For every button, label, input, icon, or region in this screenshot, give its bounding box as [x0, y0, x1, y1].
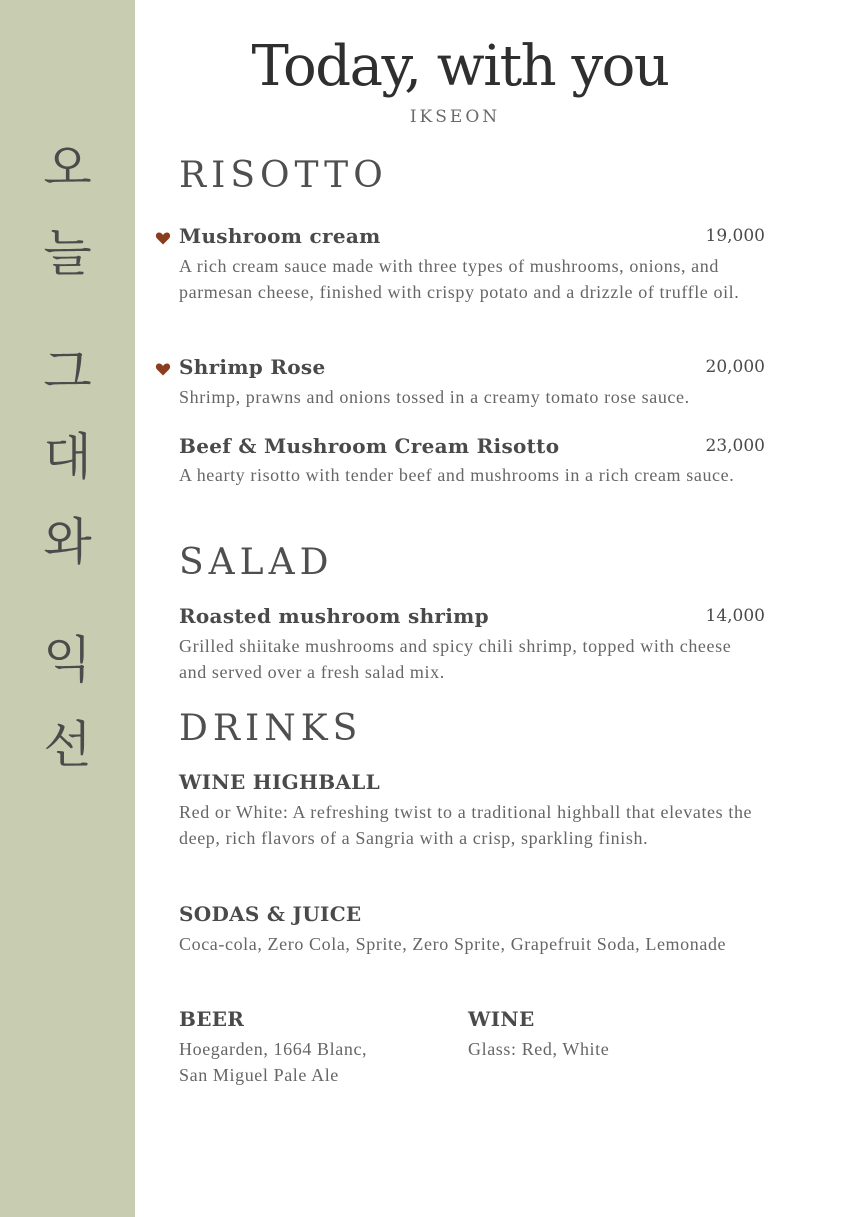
menu-item-name: Shrimp Rose: [179, 355, 326, 379]
drink-category-description: Hoegarden, 1664 Blanc,: [179, 1039, 368, 1059]
drink-category-description: San Miguel Pale Ale: [179, 1065, 339, 1085]
menu-item-name: Mushroom cream: [179, 224, 381, 248]
heart-icon: [155, 361, 171, 377]
sidebar-char: 늘: [43, 224, 92, 282]
menu-item-description: Grilled shiitake mushrooms and spicy chili shrimp, topped with cheese and served over a fresh salad mix.: [179, 636, 732, 682]
menu-item-price: 23,000: [705, 436, 765, 456]
page-subtitle: IKSEON: [409, 107, 501, 127]
menu-item-description: A rich cream sauce made with three types of mushrooms, onions, and parmesan cheese, finished with crispy potato and a drizzle of truffle oil.: [179, 256, 740, 302]
sidebar-char: 익: [43, 631, 92, 689]
section-title-risotto: RISOTTO: [179, 155, 388, 196]
menu-item-name: Beef & Mushroom Cream Risotto: [179, 434, 560, 458]
menu-item-description: A hearty risotto with tender beef and mushrooms in a rich cream sauce.: [179, 465, 735, 485]
sidebar-char: 그: [43, 343, 92, 401]
drink-category-name: BEER: [179, 1007, 245, 1031]
section-title-salad: SALAD: [179, 542, 334, 583]
menu-item-name: Roasted mushroom shrimp: [179, 604, 489, 628]
menu-item-price: 19,000: [705, 226, 765, 246]
drink-category-name: WINE: [468, 1007, 535, 1031]
section-title-drinks: DRINKS: [179, 708, 363, 749]
sidebar-char: 대: [43, 428, 92, 486]
sidebar: [0, 0, 135, 1217]
drink-category-description: Glass: Red, White: [468, 1039, 610, 1059]
drink-category-description: Coca-cola, Zero Cola, Sprite, Zero Sprite, Grapefruit Soda, Lemonade: [179, 934, 727, 954]
page-title: Today, with you: [251, 34, 669, 99]
sidebar-char: 오: [43, 139, 92, 197]
menu-item-description: Shrimp, prawns and onions tossed in a creamy tomato rose sauce.: [179, 387, 690, 407]
sidebar-char: 선: [43, 716, 92, 774]
sidebar-char: 와: [43, 513, 92, 571]
drink-category-name: SODAS & JUICE: [179, 902, 362, 926]
drink-category-description: Red or White: A refreshing twist to a traditional highball that elevates the deep, rich flavors of a Sangria with a crisp, sparkling finish.: [179, 802, 753, 848]
heart-icon: [155, 230, 171, 246]
drink-category-name: WINE HIGHBALL: [179, 770, 380, 794]
menu-item-price: 20,000: [705, 357, 765, 377]
menu-item-price: 14,000: [705, 606, 765, 626]
